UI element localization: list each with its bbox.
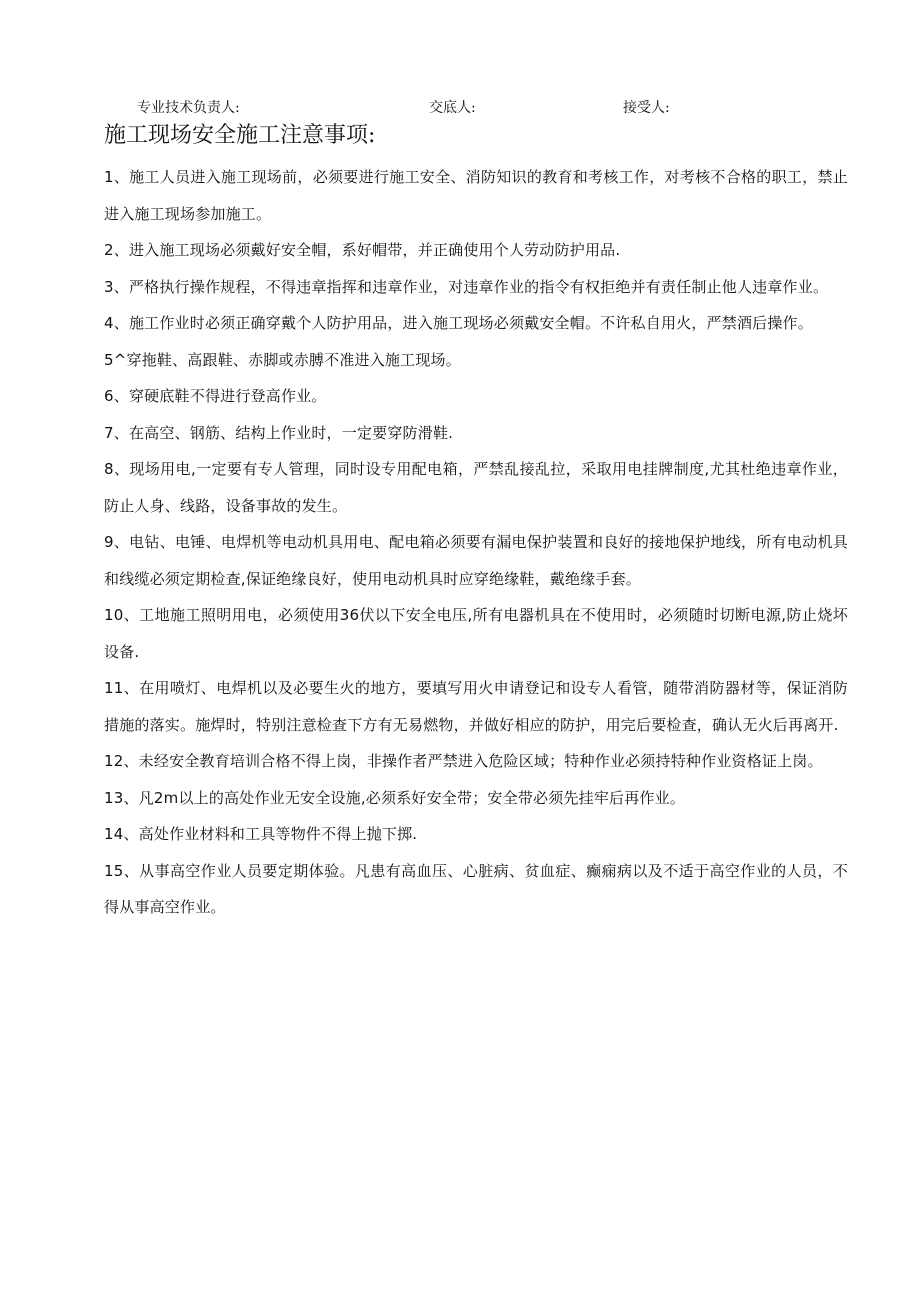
handover-label: 交底人:	[429, 100, 476, 116]
safety-item: 13、凡2m以上的高处作业无安全设施,必须系好安全带；安全带必须先挂牢后再作业。	[104, 788, 686, 807]
document-title: 施工现场安全施工注意事项:	[104, 123, 376, 148]
safety-item: 9、电钻、电锤、电焊机等电动机具用电、配电箱必须要有漏电保护装置和良好的接地保护地线，所有电动机具和线缆必须定期检查,保证绝缘良好，使用电动机具时应穿绝缘鞋，戴绝缘手套。	[104, 533, 848, 588]
safety-item: 1、施工人员进入施工现场前，必须要进行施工安全、消防知识的教育和考核工作，对考核不合格的职工，禁止进入施工现场参加施工。	[104, 168, 848, 223]
safety-item: 6、穿硬底鞋不得进行登高作业。	[104, 387, 327, 405]
safety-item: 4、施工作业时必须正确穿戴个人防护用品，进入施工现场必须戴安全帽。不许私自用火，严禁酒后操作。	[104, 314, 813, 332]
tech-lead-label: 专业技术负责人:	[137, 100, 240, 116]
receiver-label: 接受人:	[623, 100, 670, 116]
safety-item: 15、从事高空作业人员要定期体验。凡患有高血压、心脏病、贫血症、癫痫病以及不适于高空作业的人员，不得从事高空作业。	[104, 861, 848, 916]
safety-item: 14、高处作业材料和工具等物件不得上抛下掷.	[104, 825, 418, 843]
safety-item: 7、在高空、钢筋、结构上作业时，一定要穿防滑鞋.	[104, 423, 454, 442]
safety-item: 2、进入施工现场必须戴好安全帽，系好帽带，并正确使用个人劳动防护用品.	[104, 241, 621, 259]
safety-item: 10、工地施工照明用电，必须使用36伏以下安全电压,所有电器机具在不使用时，必须随时切断电源,防止烧坏设备.	[104, 606, 848, 661]
signature-row	[0, 97, 920, 119]
safety-item: 11、在用喷灯、电焊机以及必要生火的地方，要填写用火申请登记和设专人看管，随带消防器材等，保证消防措施的落实。施焊时，特别注意检查下方有无易燃物，并做好相应的防护，用完后要检查，确认无火后再离开.	[104, 679, 848, 734]
safety-items-list	[104, 159, 848, 926]
safety-item: 12、未经安全教育培训合格不得上岗，非操作者严禁进入危险区域；特种作业必须持特种作业资格证上岗。	[104, 752, 823, 770]
safety-item: 5^穿拖鞋、高跟鞋、赤脚或赤膊不准进入施工现场。	[104, 350, 461, 369]
safety-item: 3、严格执行操作规程，不得违章指挥和违章作业，对违章作业的指令有权拒绝并有责任制止他人违章作业。	[104, 277, 829, 296]
safety-item: 8、现场用电,一定要有专人管理，同时设专用配电箱，严禁乱接乱拉，采取用电挂牌制度,尤其杜绝违章作业，防止人身、线路，设备事故的发生。	[104, 460, 848, 515]
